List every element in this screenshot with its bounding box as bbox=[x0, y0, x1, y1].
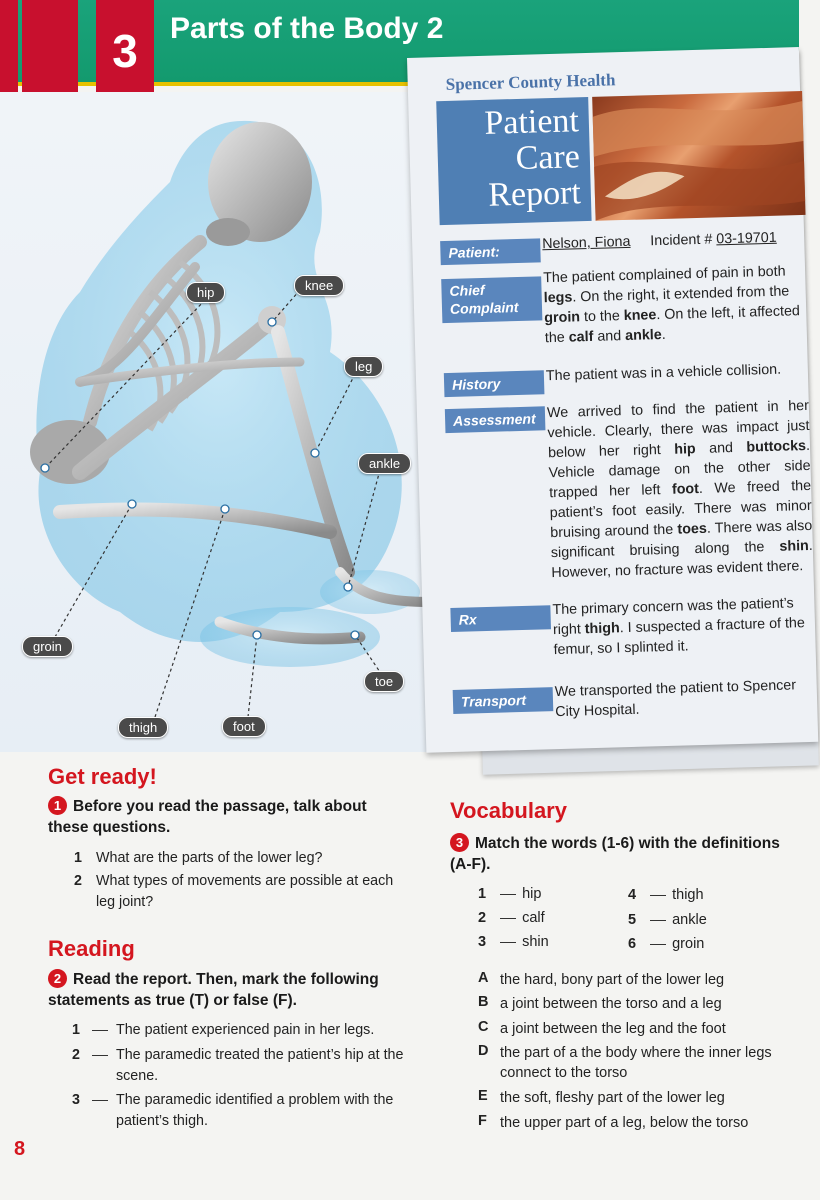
label-toe: toe bbox=[364, 671, 404, 692]
red-tab-decoration bbox=[0, 0, 18, 102]
red-tab-decoration bbox=[22, 0, 78, 102]
report-organization: Spencer County Health bbox=[445, 70, 616, 94]
label-knee: knee bbox=[294, 275, 344, 296]
label-foot: foot bbox=[222, 716, 266, 737]
answer-blank[interactable] bbox=[92, 1045, 114, 1066]
definition-letter: A bbox=[478, 970, 489, 986]
chief-complaint-text: The patient complained of pain in both legs. On the right, it extended from the groin to the knee. On the left, it affected the calf and ankle. bbox=[542, 263, 801, 347]
answer-blank[interactable] bbox=[650, 895, 666, 896]
definition-letter: D bbox=[478, 1043, 489, 1059]
word-text: thigh bbox=[672, 887, 704, 903]
report-title bbox=[436, 97, 591, 225]
definition-text: the part of a the body where the inner legs connect to the torso bbox=[500, 1045, 772, 1081]
vocabulary-instruction bbox=[450, 833, 795, 875]
vocab-word-item bbox=[478, 910, 545, 926]
definition-text: a joint between the leg and the foot bbox=[500, 1021, 726, 1037]
incident-number: 03-19701 bbox=[716, 229, 777, 248]
step-number: 3 bbox=[450, 833, 469, 852]
label-ankle: ankle bbox=[358, 453, 411, 474]
vocab-word-item bbox=[628, 912, 707, 928]
patient-row bbox=[542, 227, 804, 254]
reading-heading: Reading bbox=[48, 936, 135, 961]
word-text: hip bbox=[522, 886, 542, 902]
assessment-label: Assessment bbox=[445, 406, 546, 433]
word-number: 3 bbox=[478, 934, 487, 950]
assessment-text: We arrived to find the patient in her vehicle. Clearly, there was impact just below her right hip and buttocks. Vehicle damage on the other side trapped her left foot. We freed the patient’s foot easily. There was minor bruising around the toes. There was also significant bruising along the shin. However, no fracture was evident there. bbox=[546, 397, 814, 582]
question-number: 2 bbox=[74, 873, 82, 889]
word-number: 1 bbox=[478, 886, 487, 902]
vocab-word-item bbox=[478, 934, 549, 950]
history-text: The patient was in a vehicle collision. bbox=[545, 361, 782, 385]
statement-number: 3 bbox=[72, 1092, 80, 1108]
word-number: 5 bbox=[628, 912, 637, 928]
statement-text: The paramedic identified a problem with the patient’s thigh. bbox=[116, 1092, 394, 1129]
label-thigh: thigh bbox=[118, 717, 168, 738]
question-text: What are the parts of the lower leg? bbox=[96, 850, 323, 866]
vocab-word-item bbox=[478, 886, 541, 902]
skeleton-illustration bbox=[0, 92, 440, 752]
instruction-text: Read the report. Then, mark the following statements as true (T) or false (F). bbox=[48, 971, 379, 1009]
word-number: 6 bbox=[628, 936, 637, 952]
step-number: 2 bbox=[48, 969, 67, 988]
page-title: Parts of the Body 2 bbox=[170, 12, 444, 45]
label-hip: hip bbox=[186, 282, 225, 303]
rx-text: The primary concern was the patient’s right thigh. I suspected a fracture of the femur, so I splinted it. bbox=[552, 595, 806, 659]
rx-label: Rx bbox=[450, 605, 551, 632]
step-number: 1 bbox=[48, 796, 67, 815]
word-number: 4 bbox=[628, 887, 637, 903]
chief-label-line: Chief bbox=[449, 281, 485, 299]
definition-letter: F bbox=[478, 1113, 487, 1129]
definition-letter: C bbox=[478, 1019, 489, 1035]
statement-number: 1 bbox=[72, 1022, 80, 1038]
question-number: 1 bbox=[74, 850, 82, 866]
answer-blank[interactable] bbox=[500, 894, 516, 895]
vocab-word-item bbox=[628, 887, 704, 903]
answer-blank[interactable] bbox=[92, 1090, 114, 1111]
report-title-line: Report bbox=[487, 174, 582, 214]
statement-text: The patient experienced pain in her legs. bbox=[116, 1022, 375, 1038]
incident-label: Incident # bbox=[650, 231, 713, 250]
word-text: calf bbox=[522, 910, 545, 926]
chief-label-line: Complaint bbox=[449, 298, 519, 317]
word-number: 2 bbox=[478, 910, 487, 926]
history-label: History bbox=[444, 370, 545, 397]
definition-text: the hard, bony part of the lower leg bbox=[500, 972, 725, 988]
statement-text: The paramedic treated the patient’s hip at the scene. bbox=[116, 1047, 404, 1084]
unit-number: 3 bbox=[96, 0, 154, 102]
answer-blank[interactable] bbox=[650, 920, 666, 921]
transport-text: We transported the patient to Spencer City Hospital. bbox=[554, 677, 797, 721]
answer-blank[interactable] bbox=[500, 918, 516, 919]
label-groin: groin bbox=[22, 636, 73, 657]
get-ready-heading: Get ready! bbox=[48, 764, 157, 789]
statement-number: 2 bbox=[72, 1047, 80, 1063]
definition-letter: E bbox=[478, 1088, 488, 1104]
patient-name: Nelson, Fiona bbox=[542, 233, 631, 253]
vocab-word-item bbox=[628, 936, 704, 952]
answer-blank[interactable] bbox=[650, 944, 666, 945]
definition-text: a joint between the torso and a leg bbox=[500, 996, 722, 1012]
word-text: ankle bbox=[672, 912, 707, 928]
answer-blank[interactable] bbox=[500, 942, 516, 943]
reading-instruction bbox=[48, 969, 398, 1011]
word-text: shin bbox=[522, 934, 549, 950]
vocabulary-heading: Vocabulary bbox=[450, 798, 567, 823]
answer-blank[interactable] bbox=[92, 1020, 114, 1041]
instruction-text: Match the words (1-6) with the definitions (A-F). bbox=[450, 835, 780, 873]
definition-letter: B bbox=[478, 994, 489, 1010]
instruction-text: Before you read the passage, talk about these questions. bbox=[48, 798, 367, 836]
report-title-line: Patient bbox=[483, 102, 580, 142]
report-title-line: Care bbox=[515, 138, 581, 177]
patient-label: Patient: bbox=[440, 238, 541, 265]
patient-care-report bbox=[407, 47, 818, 753]
word-text: groin bbox=[672, 936, 705, 952]
chief-complaint-label bbox=[441, 276, 542, 323]
page-number: 8 bbox=[14, 1138, 26, 1160]
muscle-photo bbox=[592, 91, 805, 221]
label-leg: leg bbox=[344, 356, 383, 377]
definition-text: the soft, fleshy part of the lower leg bbox=[500, 1090, 725, 1106]
question-text: What types of movements are possible at each leg joint? bbox=[96, 873, 394, 910]
transport-label: Transport bbox=[453, 687, 554, 714]
get-ready-instruction bbox=[48, 796, 388, 838]
definition-text: the upper part of a leg, below the torso bbox=[500, 1115, 749, 1131]
